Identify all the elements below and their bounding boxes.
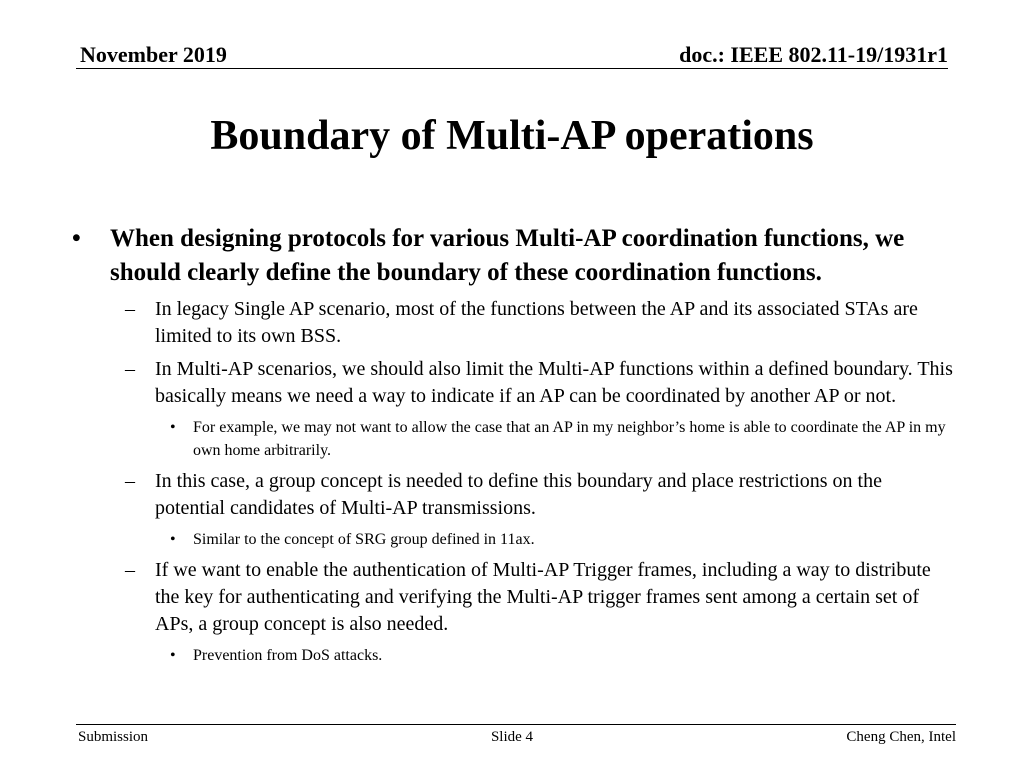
dash-marker: – <box>125 559 135 581</box>
dash-marker: – <box>125 298 135 320</box>
sub-item-text: If we want to enable the authentication of Multi-AP Trigger frames, including a way to distribute the key for authenticating and verifying the Multi-AP trigger frames sent among a certain set of APs, a group concept is also needed. <box>155 559 931 635</box>
footer-submission: Submission <box>78 729 149 745</box>
bullet-marker: • <box>170 531 176 548</box>
sub-sub-item-2 <box>70 416 954 462</box>
bullet-marker: • <box>170 647 176 664</box>
sub-item-1 <box>70 296 954 350</box>
sub-sub-item-text: Prevention from DoS attacks. <box>193 647 383 664</box>
header-rule <box>76 68 948 69</box>
header-date: November 2019 <box>80 42 227 67</box>
bullet-marker: • <box>72 225 81 252</box>
footer-author: Cheng Chen, Intel <box>846 729 956 745</box>
sub-item-4 <box>70 557 954 638</box>
sub-item-text: In legacy Single AP scenario, most of the functions between the AP and its associated STAs are limited to its own BSS. <box>155 298 918 347</box>
sub-sub-item-text: Similar to the concept of SRG group defined in 11ax. <box>193 531 535 548</box>
sub-item-3 <box>70 468 954 522</box>
sub-item-text: In this case, a group concept is needed to define this boundary and place restrictions on the potential candidates of Multi-AP transmissions. <box>155 470 882 519</box>
sub-item-2 <box>70 356 954 410</box>
footer-slide-number: Slide 4 <box>490 729 534 745</box>
bullet-marker: • <box>170 419 176 436</box>
main-bullet-text: When designing protocols for various Multi-AP coordination functions, we should clearly define the boundary of these coordination functions. <box>110 225 905 286</box>
dash-marker: – <box>125 358 135 380</box>
sub-item-text: In Multi-AP scenarios, we should also limit the Multi-AP functions within a defined boundary. This basically means we need a way to indicate if an AP can be coordinated by another AP or not. <box>155 358 953 407</box>
dash-marker: – <box>125 470 135 492</box>
sub-sub-item-4 <box>70 644 954 667</box>
sub-sub-item-3 <box>70 528 954 551</box>
slide-title: Boundary of Multi-AP operations <box>210 113 814 159</box>
header-doc-id: doc.: IEEE 802.11-19/1931r1 <box>679 42 948 67</box>
sub-sub-item-text: For example, we may not want to allow the case that an AP in my neighbor’s home is able to coordinate the AP in my own home arbitrarily. <box>193 419 946 459</box>
slide-content <box>70 222 954 667</box>
main-bullet <box>70 222 954 290</box>
footer-rule <box>76 724 956 725</box>
